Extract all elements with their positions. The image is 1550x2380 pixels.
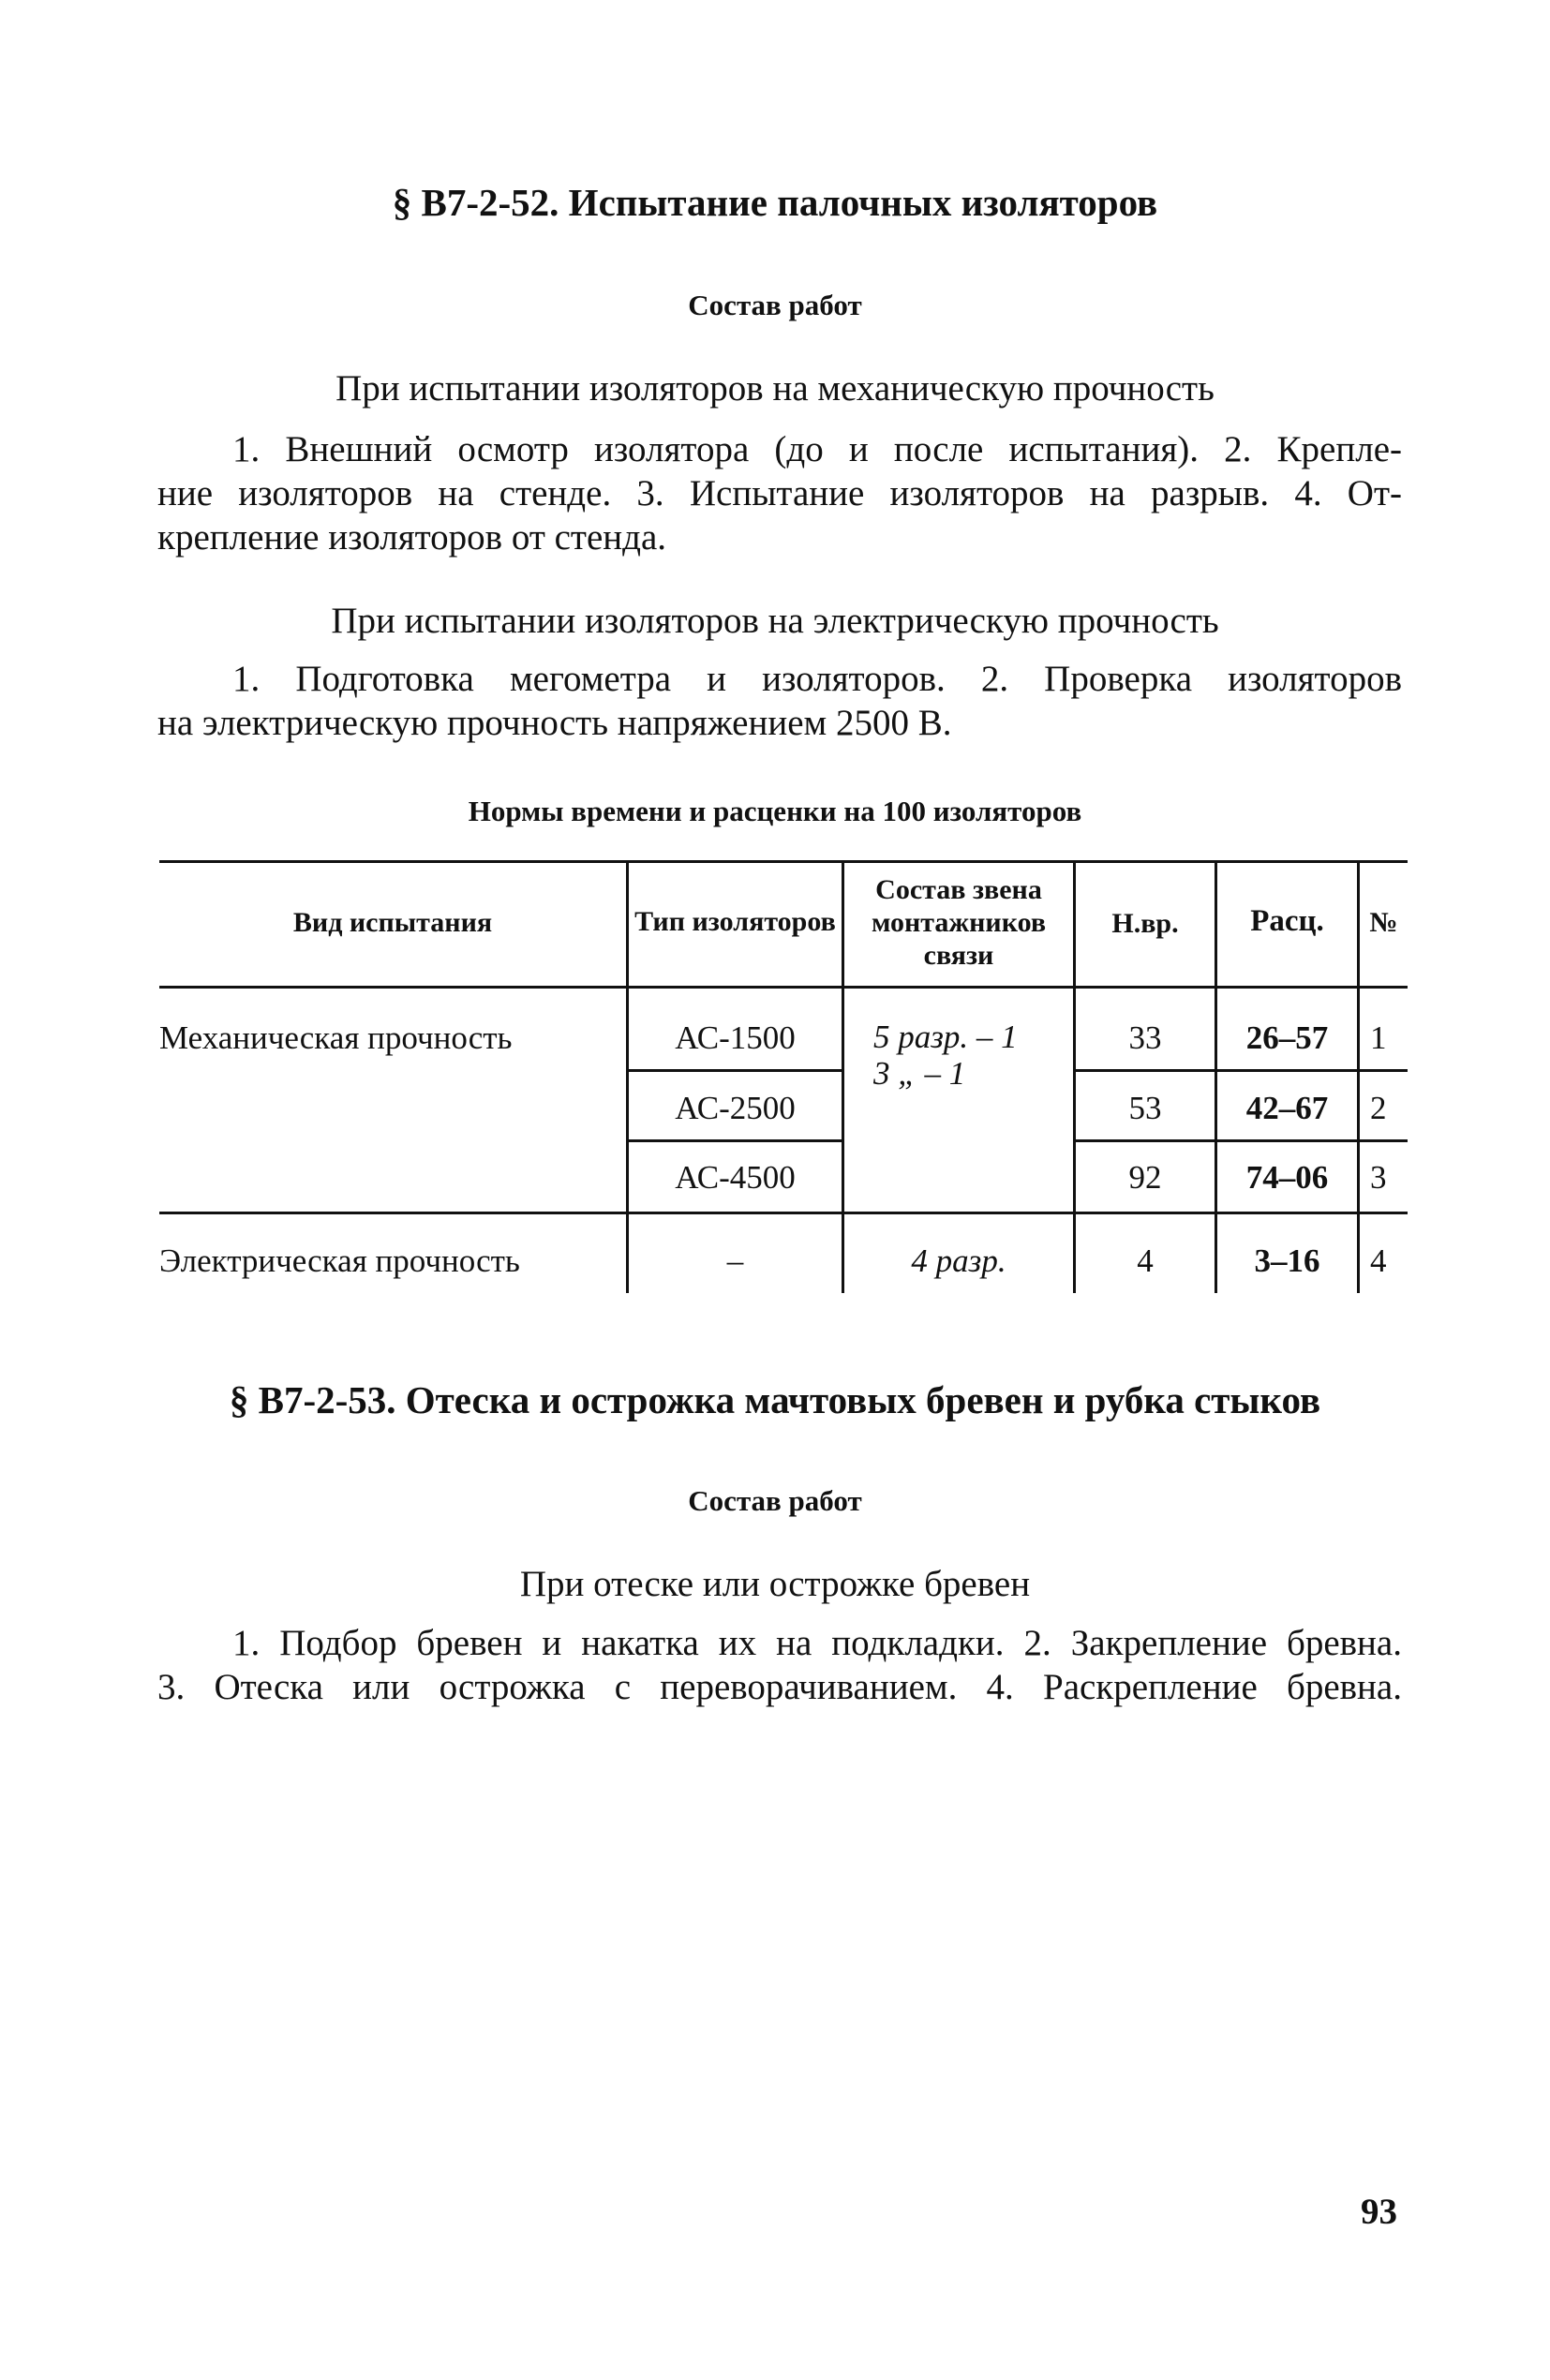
header-crew: Состав звена монтажников связи — [871, 874, 1047, 971]
mech-test-heading: При испытании изоляторов на механическую прочность — [335, 368, 1215, 409]
row-4-norm: 4 — [1137, 1242, 1154, 1279]
row-4-crew: 4 разр. — [911, 1242, 1006, 1279]
paragraph-line: 3. Отеска или острожка с переворачиванием. 4. Раскрепление бревна. — [157, 1667, 1402, 1707]
log-hewing-heading: При отеске или острожке бревен — [519, 1564, 1031, 1604]
header-num: № — [1369, 907, 1398, 938]
row-1-type: АС-1500 — [675, 1019, 796, 1056]
paragraph-line: на электрическую прочность напряжением 2500 В. — [157, 703, 952, 743]
table-caption: Нормы времени и расценки на 100 изоляторов — [468, 795, 1082, 827]
header-price: Расц. — [1250, 904, 1324, 938]
header-test-type: Вид испытания — [292, 907, 493, 938]
row-4-num: 4 — [1370, 1242, 1387, 1279]
row-3-norm: 92 — [1128, 1159, 1162, 1196]
section-subtitle: Состав работ — [688, 1484, 862, 1517]
paragraph-line: крепление изоляторов от стенда. — [157, 517, 667, 558]
row-2-type: АС-2500 — [675, 1090, 796, 1126]
row-4-price: 3–16 — [1254, 1242, 1320, 1279]
header-insulator-type: Тип изоляторов — [634, 906, 836, 937]
elec-test-heading: При испытании изоляторов на электрическую прочность — [331, 601, 1219, 641]
group-label-electrical: Электрическая прочность — [159, 1242, 520, 1279]
table-group-rule — [159, 1212, 1408, 1214]
crew-line-2: 3 „ – 1 — [873, 1055, 966, 1092]
row-2-num: 2 — [1370, 1090, 1387, 1126]
log-hewing-paragraph — [157, 1621, 1402, 1709]
header-norm: Н.вр. — [1111, 908, 1179, 939]
page-number: 93 — [1361, 2192, 1397, 2232]
row-4-type: – — [726, 1242, 744, 1279]
group-label-mechanical: Механическая прочность — [159, 1019, 513, 1056]
paragraph-line: ние изоляторов на стенде. 3. Испытание изоляторов на разрыв. 4. От- — [157, 473, 1402, 513]
mech-test-paragraph — [157, 427, 1402, 559]
crew-line-1: 5 разр. – 1 — [873, 1019, 1018, 1055]
section-title-b7-2-53: § В7-2-53. Отеска и острожка мачтовых бревен и рубка стыков — [229, 1378, 1321, 1421]
table-top-rule — [159, 860, 1408, 863]
row-1-norm: 33 — [1128, 1019, 1162, 1056]
row-1-num: 1 — [1370, 1019, 1387, 1056]
paragraph-line: 1. Подбор бревен и накатка их на подкладки. 2. Закрепление бревна. — [232, 1623, 1402, 1663]
row-3-type: АС-4500 — [675, 1159, 796, 1196]
row-2-norm: 53 — [1128, 1090, 1162, 1126]
row-2-price: 42–67 — [1245, 1090, 1329, 1126]
table-row-rule — [628, 1069, 843, 1072]
paragraph-line: 1. Подготовка мегометра и изоляторов. 2. Проверка изоляторов — [232, 659, 1402, 699]
paragraph-line: 1. Внешний осмотр изолятора (до и после испытания). 2. Крепле- — [232, 429, 1402, 469]
row-3-price: 74–06 — [1245, 1159, 1329, 1196]
table-row-rule — [628, 1139, 843, 1142]
elec-test-paragraph — [157, 657, 1402, 745]
row-1-price: 26–57 — [1245, 1019, 1329, 1056]
section-subtitle: Состав работ — [688, 289, 862, 321]
section-title-b7-2-52: § В7-2-52. Испытание палочных изоляторов — [392, 181, 1158, 224]
table-header-rule — [159, 986, 1408, 989]
row-3-num: 3 — [1370, 1159, 1387, 1196]
